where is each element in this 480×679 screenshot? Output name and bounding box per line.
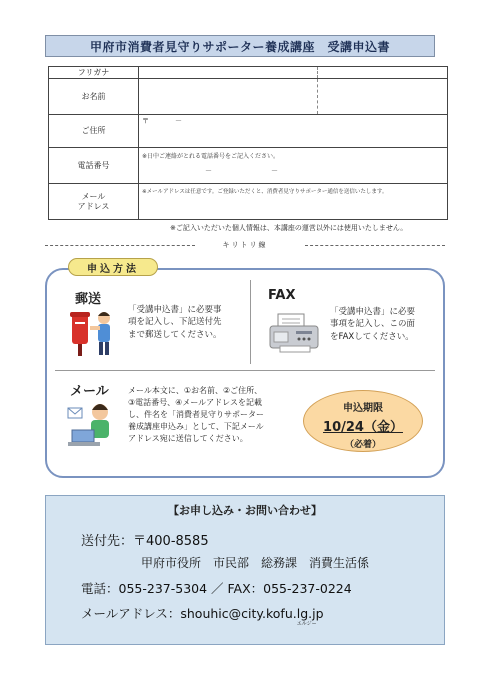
name-field[interactable] xyxy=(139,79,447,114)
name-row xyxy=(49,79,447,115)
email-note: ※メールアドレスは任意です。ご登録いただくと、消費者見守りサポーター通信を送信いたします。 xyxy=(142,189,388,195)
phone-row xyxy=(49,148,447,184)
page-title: 甲府市消費者見守りサポーター養成講座 受講申込書 xyxy=(45,35,435,57)
cut-line-label: キリトリ線 xyxy=(222,241,268,249)
cut-line xyxy=(45,240,445,250)
name-label: お名前 xyxy=(49,79,139,114)
fax-text: 「受講申込書」に必要 事項を記入し、この面 をFAXしてください。 xyxy=(330,307,416,342)
furigana-row xyxy=(49,67,447,79)
deadline-badge xyxy=(303,390,423,452)
contact-phone-fax: 電話：055-237-5304 ／ FAX：055-237-0224 xyxy=(81,581,352,596)
methods-divider-vertical xyxy=(250,280,251,364)
postal-text: 「受講申込書」に必要事 項を記入し、下記送付先 まで郵送してください。 xyxy=(128,305,222,340)
methods-divider-horizontal xyxy=(55,370,435,371)
fax-machine-icon xyxy=(266,312,326,354)
postal-dash: － xyxy=(175,117,182,125)
email-row xyxy=(49,184,447,219)
postal-mark: 〒 xyxy=(142,117,149,125)
lg-reading: エルジー xyxy=(296,621,317,627)
deadline-date: 10/24（金） xyxy=(323,420,403,435)
contact-send-to: 送付先：〒400-8585 xyxy=(81,534,209,549)
phone-note: ※日中ご連絡がとれる電話番号をご記入ください。 xyxy=(142,153,280,160)
postal-heading: 郵送 xyxy=(75,292,102,307)
deadline-required: （必着） xyxy=(344,440,381,450)
application-form xyxy=(48,66,448,220)
email-text: メール本文に、①お名前、②ご住所、 ③電話番号、④メールアドレスを記載 し、件名を「消費者見守りサポーター 養成講座申込み」として、下記メール アドレス宛に送信してください。 xyxy=(128,386,264,443)
postbox-icon xyxy=(68,308,120,358)
fax-heading: FAX xyxy=(268,288,296,303)
email-label: メール アドレス xyxy=(49,184,139,219)
furigana-label: フリガナ xyxy=(49,67,139,78)
deadline-label: 申込期限 xyxy=(343,403,383,414)
address-label: ご住所 xyxy=(49,115,139,147)
address-row xyxy=(49,115,447,148)
phone-dash-1: － xyxy=(205,167,212,175)
email-field[interactable] xyxy=(139,184,447,219)
privacy-note: ※ご記入いただいた個人情報は、本講座の運営以外には使用いたしません。 xyxy=(170,224,408,232)
contact-department: 甲府市役所 市民部 総務課 消費生活係 xyxy=(141,556,370,570)
furigana-field[interactable] xyxy=(139,67,447,78)
address-field[interactable] xyxy=(139,115,447,147)
phone-label: 電話番号 xyxy=(49,148,139,183)
contact-box xyxy=(45,495,445,645)
laptop-user-icon xyxy=(64,398,122,450)
contact-email[interactable]: メールアドレス：shouhic@city.kofu.lg エルジー .jp xyxy=(81,606,324,627)
methods-tag: 申込方法 xyxy=(68,258,158,276)
contact-title: 【お申し込み・お問い合わせ】 xyxy=(168,504,322,517)
phone-dash-2: － xyxy=(271,167,278,175)
email-heading: メール xyxy=(70,384,109,399)
phone-field[interactable] xyxy=(139,148,447,183)
